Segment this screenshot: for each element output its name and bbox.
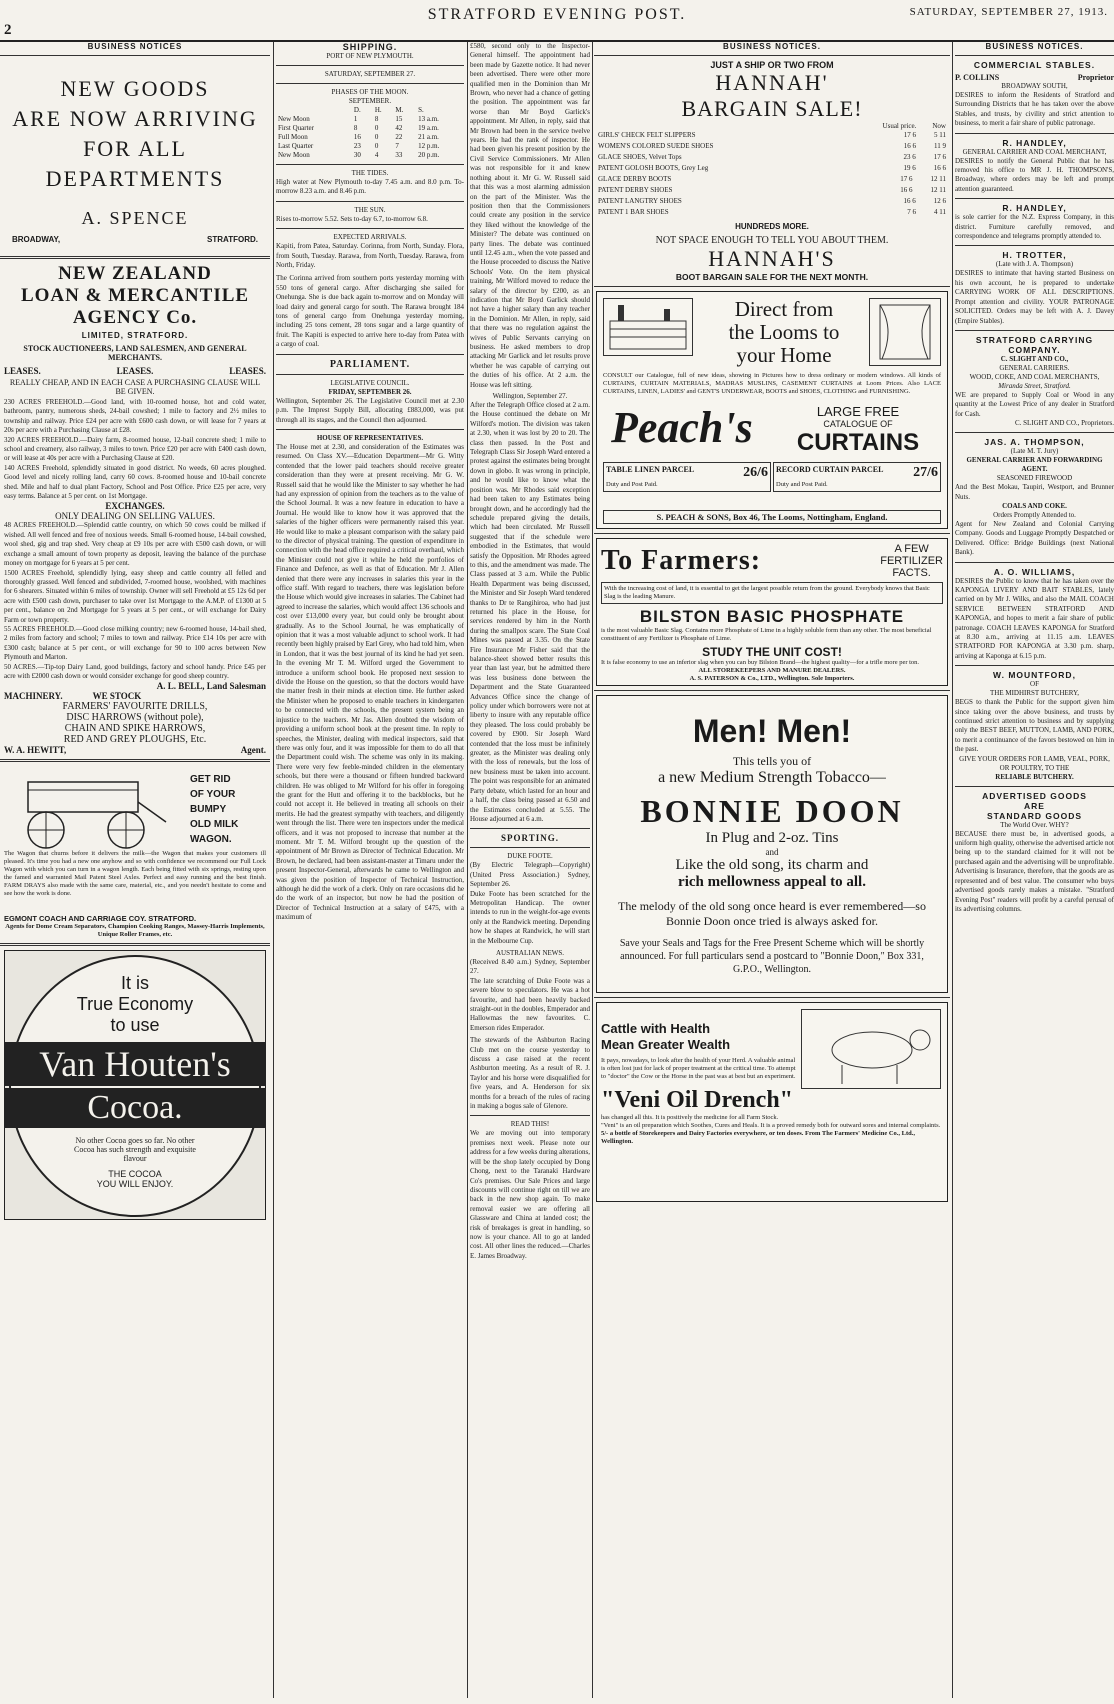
bonnie-doon-ad xyxy=(596,695,948,993)
hannah-name-2: HANNAH'S xyxy=(708,246,836,271)
cocoa-line: THE COCOA xyxy=(108,1169,162,1180)
column-3 xyxy=(470,42,590,1698)
handley-name-2: R. HANDLEY, xyxy=(1002,203,1067,214)
standard-goods: STANDARD GOODS xyxy=(986,810,1083,821)
wagon-headline: OLD MILK xyxy=(190,819,239,831)
thompson-name: JAS. A. THOMPSON, xyxy=(984,437,1085,448)
parliament-heading: PARLIAMENT. xyxy=(329,358,411,370)
spence-town: STRATFORD. xyxy=(207,235,258,244)
sun-heading: THE SUN. xyxy=(354,205,386,214)
direct-line: the Looms to xyxy=(728,320,840,344)
bell-signature: A. L. BELL, Land Salesman xyxy=(156,681,266,692)
spence-line2: ARE NOW ARRIVING xyxy=(12,106,258,131)
wagon-illustration xyxy=(8,772,168,850)
peach-ad xyxy=(596,291,948,529)
usual-price: 16 6 xyxy=(903,142,916,150)
collins-body: DESIRES to inform the Residents of Stratford and Surrounding Districts that he has taken over the above Stables, and trusts, by civility and strict attention to business, to merit a fair share of public patronage. xyxy=(955,91,1114,128)
wagon-ad xyxy=(0,766,270,914)
egmont-agents: Agents for Dome Cream Separators, Champion Cooking Ranges, Massey-Harris Implements, Unique Roller Frames, etc. xyxy=(5,923,265,939)
now-price: 4 11 xyxy=(934,208,946,216)
tides-text: High water at New Plymouth to-day 7.45 a.m. and 8.0 p.m. To-morrow 8.23 a.m. and 8.46 p.m. xyxy=(276,178,464,196)
orders-promptly: Orders Promptly Attended to. xyxy=(993,510,1076,519)
arrivals-heading: EXPECTED ARRIVALS. xyxy=(333,233,407,242)
hannah-name: HANNAH' xyxy=(715,70,829,95)
price-list-item xyxy=(598,141,946,152)
bilston-name: BILSTON BASIC PHOSPHATE xyxy=(639,607,905,626)
exchanges-heading: EXCHANGES. xyxy=(105,501,165,512)
now-price: 5 11 xyxy=(934,131,946,139)
cocoa-line: flavour xyxy=(123,1154,147,1164)
council-body: Wellington, September 26. The Legislative Council met at 2.30 p.m. The Imprest Supply Bill, allocating £883,000, was put through all its stages, and the Council then adjourned. xyxy=(276,396,464,424)
item-name: PATENT DERBY SHOES xyxy=(598,186,673,194)
usual-price: 17 6 xyxy=(900,175,913,183)
cocoa-brand: Cocoa. xyxy=(5,1088,265,1128)
shipping-date: SATURDAY, SEPTEMBER 27. xyxy=(324,70,416,78)
tells-line: This tells you of xyxy=(732,754,812,768)
section-header: BUSINESS NOTICES. xyxy=(985,42,1084,51)
new-tobacco: a new Medium Strength Tobacco— xyxy=(658,769,886,786)
col-head: S. xyxy=(418,106,424,114)
duke-foote-heading: DUKE FOOTE. xyxy=(507,852,553,861)
column-divider xyxy=(592,42,593,1698)
van-houten-brand: Van Houten's xyxy=(5,1042,265,1086)
van-houten-ad xyxy=(4,950,266,1220)
of-label: OF xyxy=(1030,680,1039,689)
advertised-goods: ADVERTISED GOODS xyxy=(982,790,1087,801)
handley-body: DESIRES to notify the General Public that he has removed his office to MR J. H. THOMPSON'S, Broadway, where orders may be left and prompt attention guaranteed. xyxy=(955,156,1114,193)
listing: 50 ACRES.—Tip-top Dairy Land, good buildings, factory and school handy. Price £45 per acre with £2000 cash down or would consider exchange for good sheep country. xyxy=(4,662,266,680)
men-headline: Men! Men! xyxy=(692,713,852,749)
wagon-headline: BUMPY xyxy=(190,804,227,816)
handley-trade: GENERAL CARRIER AND COAL MERCHANT, xyxy=(962,147,1107,156)
nzl-clause: REALLY CHEAP, AND IN EACH CASE A PURCHASING CLAUSE WILL BE GIVEN. xyxy=(9,378,261,396)
thompson-trade: GENERAL CARRIER AND FORWARDING AGENT. xyxy=(966,456,1103,474)
price-list-item xyxy=(598,185,946,196)
shipping-heading: SHIPPING. xyxy=(342,42,398,52)
rich-line: rich mellowness appeal to all. xyxy=(678,874,866,890)
now-price: 12 11 xyxy=(930,186,946,194)
spence-line1: NEW GOODS xyxy=(60,76,210,101)
handley-name: R. HANDLEY, xyxy=(1002,137,1067,148)
and-line: and xyxy=(765,847,779,857)
large-free: LARGE FREE xyxy=(816,404,900,419)
williams-name: A. O. WILLIAMS, xyxy=(993,566,1076,577)
world-over: The World Over. WHY? xyxy=(1000,820,1069,829)
spence-line3: FOR ALL DEPARTMENTS xyxy=(45,136,225,191)
month-label: SEPTEMBER. xyxy=(348,97,392,105)
read-this-body: We are moving out into temporary premises next week. Please note our address for a few weeks during alterations, will be the shop lately occupied by Dong Chong, next to the Taranaki Hardware Co's premises. Our Sale Prices and large discounts will continue right on till we are back in the new shop again. To make removal easier we are offering all Glassware and China at landed cost; the risk of breakages is great in handling, so now is your chance. All to go at landed cost. All other lines the reduced.—Charles E. James Broadway. xyxy=(470,1129,590,1260)
thompson-late: (Late M. T. Jury) xyxy=(1010,447,1059,456)
advertised-body: BECAUSE there must be, in advertised goods, a uniform high quality, otherwise the advertised article not being up to the standard claimed for it will not be purchased again and the advertising will be unprofitable. Advertising is Insurance, therefore, that the goods are as represented and of best value. The consumer who buys advertised goods rarely makes a mistake. "Stratford Evening Post" readers will profit by a careful perusal of its advertising columns. xyxy=(955,829,1114,913)
column-6 xyxy=(955,42,1114,1698)
telegraph-line: (By Electric Telegraph—Copyright) (United Press Association.) Sydney, September 26. xyxy=(470,861,590,889)
hannah-ship: JUST A SHIP OR TWO FROM xyxy=(710,60,834,70)
table-price: 26/6 xyxy=(743,465,768,480)
window-picture xyxy=(869,298,941,366)
veni-ad xyxy=(596,1002,948,1202)
miranda-street: Miranda Street, Stratford. xyxy=(998,381,1071,390)
column-divider xyxy=(952,42,953,1698)
now-price: 11 9 xyxy=(934,142,946,150)
duty-label: Duty and Post Paid. xyxy=(606,481,658,488)
wood-coal: WOOD, COKE, AND COAL MERCHANTS, xyxy=(969,372,1100,381)
leases-label: LEASES. xyxy=(116,366,154,376)
only-dealing: ONLY DEALING ON SELLING VALUES. xyxy=(55,511,215,522)
now-price: 12 11 xyxy=(930,175,946,183)
peach-brand: Peach's xyxy=(611,403,753,452)
aus-news-heading: AUSTRALIAN NEWS. xyxy=(495,948,565,957)
cocoa-line: No other Cocoa goes so far. No other xyxy=(75,1136,195,1146)
bilston-body: is the most valuable Basic Slag. Contains more Phosphate of Lime in a highly soluble form than any other. The most beneficial constituent of any Fertilizer is Phosphate of Lime. xyxy=(601,627,932,642)
nzl-sub2: STOCK AUCTIONEERS, LAND SALESMEN, AND GENERAL MERCHANTS. xyxy=(23,344,247,362)
item-name: GIRLS' CHECK FELT SLIPPERS xyxy=(598,131,696,139)
column-ads xyxy=(594,42,950,1698)
cattle-headline: Cattle with Health xyxy=(601,1021,711,1036)
bilston-ad xyxy=(596,538,948,686)
melody-text: The melody of the old song once heard is ever remembered—so Bonnie Doon once tried is always asked for. xyxy=(618,899,926,928)
council-date: FRIDAY, SEPTEMBER 26. xyxy=(328,387,412,396)
slight-body: WE are prepared to Supply Coal or Wood in any quantity at the Lowest Price of any dealer in Stratford for Cash. xyxy=(955,390,1114,418)
nzl-agency-ad xyxy=(0,263,270,755)
bonnie-doon-brand: BONNIE DOON xyxy=(640,793,904,829)
catalogue-of: CATALOGUE OF xyxy=(823,419,893,429)
hundreds-more: HUNDREDS MORE. xyxy=(735,222,809,231)
proprietor-label: Proprietor xyxy=(1077,73,1114,82)
listing: 48 ACRES FREEHOLD.—Splendid cattle country, on which 50 cows could be milked if wished. All well fenced and free of noxious weeds. Small 6-roomed house, 14-bail cowshed, wool shed, gig and trap shed. Very cheap at £9 10s per acre with £500 cash down, or will exchange a small amount of town property as deposit, leaving the balance of the purchase money on mortgage for 6 years at 5 per cent. xyxy=(4,521,266,568)
usual-price: 16 6 xyxy=(903,197,916,205)
williams-body: DESIRES the Public to know that he has taken over the KAPONGA LIVERY AND BAIT STABLES, lately carried on by Mr J. Wilks, and also the MAIL COACH SERVICE BETWEEN STRATFORD AND KAPONGA, and hopes to merit a fair share of public patronage. COACH LEAVES KAPONGA for Stratford at 8.30 a.m., arriving at 11.15 a.m. LEAVES STRATFORD FOR KAPONGA at 3.30 p.m. sharp, arriving at Kaponga at 6.15 p.m. xyxy=(955,576,1114,660)
usual-price: 17 6 xyxy=(903,131,916,139)
leases-label: LEASES. xyxy=(4,366,41,376)
wagon-body: The Wagon that churns before it delivers the milk—the Wagon that makes your customers ill pleased. It's time you had a new one anyhow and so with confidence we recommend our Full Lock Wagon with which you can turn in a wagon length. Each being fitted with six springs, resting upon the famed and warranted Mail Patent Steel Axles. Perfect and easy running and the best finish. FARM DRAYS also made with the same care, material, etc., and you needn't hesitate to come and see how the work is done. xyxy=(4,850,266,898)
sun-text: Rises to-morrow 5.52. Sets to-day 6.7, to-morrow 6.8. xyxy=(276,214,428,223)
few-label: A FEW xyxy=(894,543,929,555)
price-list-item xyxy=(598,174,946,185)
mountford-body: BEGS to thank the Public for the support given him since taking over the above business, and trusts by continued strict attention to business and by supplying only the BEST BEEF, MUTTON, LAMB, AND PORK, to merit a continuance of the favors bestowed on him in the past. xyxy=(955,698,1114,754)
trotter-body: DESIRES to intimate that having started Business on his own account, he is prepared to undertake CARRYING WORK OF ALL DESCRIPTIONS. Prompt attention and civility. YOUR PATRONAGE SOLICITED. Orders may be left with A. J. Davey (Empire Stables). xyxy=(955,269,1114,325)
cocoa-line: YOU WILL ENJOY. xyxy=(96,1179,174,1190)
cocoa-line: Cocoa has such strength and exquisite xyxy=(74,1145,196,1155)
agent-label: Agent. xyxy=(240,745,266,756)
table-row: New Moon 30 4 33 20 p.m. xyxy=(278,151,440,159)
price-list-item xyxy=(598,152,946,163)
item-name: PATENT LANGTRY SHOES xyxy=(598,197,682,205)
bilston-false: It is false economy to use an inferior slag when you can buy Bilston Brand—the highest quality—for a trifle more per ton. xyxy=(601,659,920,666)
butchery-name: THE MIDHIRST BUTCHERY, xyxy=(989,689,1079,698)
cocoa-line: It is xyxy=(120,973,149,994)
tides-heading: THE TIDES. xyxy=(351,169,389,177)
received-line: (Received 8.40 a.m.) Sydney, September 27. xyxy=(470,957,590,976)
hannah-ad xyxy=(594,60,950,282)
general-carriers: GENERAL CARRIERS. xyxy=(999,363,1070,372)
machinery-item: FARMERS' FAVOURITE DRILLS, xyxy=(62,701,208,713)
veni-has: has changed all this. It is positively the medicine for all Farm Stock. xyxy=(601,1114,779,1121)
nzl-sub: LIMITED, STRATFORD. xyxy=(81,331,189,340)
machinery-item: DISC HARROWS (without pole), xyxy=(66,712,204,724)
dateline: Wellington, September 27. xyxy=(492,392,568,401)
now-price: 17 6 xyxy=(933,153,946,161)
item-name: PATENT GOLOSH BOOTS, Grey Leg xyxy=(598,164,709,172)
facts-label: FACTS. xyxy=(892,567,931,579)
issue-date: SATURDAY, SEPTEMBER 27, 1913. xyxy=(909,6,1108,18)
listing: 55 ACRES FREEHOLD.—Good close milking country; new 6-roomed house, 14-bail shed, 2 miles from factory and school; 7 miles to town and railway. Price £14 10s per acre with £300 cash; balance at 5 per cent., or will exchange for 90 to 100 acres between New Plymouth and Marton. xyxy=(4,624,266,662)
factory-picture xyxy=(603,298,693,356)
listing: 230 ACRES FREEHOLD.—Good land, with 10-roomed house, hot and cold water, bathroom, pantry, numerous sheds, 24-bail cowshed; 1 mile to factory and 2½ miles to township and railway. Price £24 per acre with £600 cash down, or will lease for 7 years at 20s per acre with a Purchasing Clause at £28. xyxy=(4,398,266,435)
usual-price: 23 6 xyxy=(903,153,916,161)
item-name: GLACE SHOES, Velvet Tops xyxy=(598,153,682,161)
coals-coke: COALS AND COKE. xyxy=(1002,501,1067,510)
usual-price: 19 6 xyxy=(903,164,916,172)
cocoa-line: True Economy xyxy=(76,994,194,1015)
item-name: GLACE DERBY BOOTS xyxy=(598,175,672,183)
port-label: PORT OF NEW PLYMOUTH. xyxy=(326,52,414,60)
wagon-headline: GET RID xyxy=(190,774,231,786)
price-list-item xyxy=(598,207,946,218)
commercial-stables: COMMERCIAL STABLES. xyxy=(973,60,1096,70)
moon-heading: PHASES OF THE MOON. xyxy=(331,88,409,96)
bilston-intro: With the increasing cost of land, it is essential to get the largest possible return from the ground. Everybody knows that Basic Slag is the leading Manure. xyxy=(601,582,943,604)
veni-brand: "Veni Oil Drench" xyxy=(601,1087,793,1113)
arrivals-text: Kapiti, from Patea, Saturday. Corinna, from North, Sunday. Flora, from South, Tuesday. Rarawa, from North, Tuesday. Rarawa, from North, Friday. xyxy=(276,242,464,270)
col-head: D. xyxy=(353,106,361,114)
table-row: First Quarter 8 0 42 19 a.m. xyxy=(278,124,439,132)
item-name: WOMEN'S COLORED SUEDE SHOES xyxy=(598,142,714,150)
now-price: 16 6 xyxy=(933,164,946,172)
column-divider xyxy=(273,42,274,1698)
listing: 140 ACRES Freehold, splendidly situated in good district. No weeds, 60 acres ploughed. Good level and nicely rolling land, carry 60 cows. 8-roomed house and 10-bail concrete shed. Mile and half to dual plant Factory, School and Post Office. Price £25 per acre, very easy terms. Balance at 5 per cent. on 1st Mortgage. xyxy=(4,463,266,501)
record-curtain: RECORD CURTAIN PARCEL xyxy=(776,465,884,474)
house-body: The House met at 2.30, and consideration of the Estimates was resumed. On Class XV.—Education Department—Mr G. Witty contended that the lower paid teachers should receive greater consideration than they were at present receiving. Mr G. W. Russell said that he would like the Minister to say whether he had had any expression of opinion from the teachers as to the value of the School Journal. It was a new feature in education to have a Journal. He would like to know how it was approved that the salaries of the higher officers were permanently raised this year. He would like to make a pleasant comparison with the salary paid to the director of physical training. The question of expenditure in connection with the head office required a critical overhaul, which the Minister could not give it while he held the portfolios of Finance and Defence, as well as that of Education. Mr J. Allen denied that there were any increases in salaries this year in the office staff. With regard to teachers, there was legislation before the House which would give increases in salaries. The Cabinet had agreed to increase the salaries, which would affect 136 schools and cost over £13,000 every year, but could only be brought about gradually. As to the School Journal, he was emphatically of opinion that it was a most valuable adjunct to school work. It had recently been highly praised by Earl Grey, who had told him, when in London, that it was the best journal of its kind he had yet seen. In the evening Mr T. M. Wilford urged the Government to introduce a uniform school book. He proposed next session to divide the House on the question, so that the doctors would have the matter fresh in their minds at election time. He further asked the Minister when he proposed to enable teachers in kindergarten to be connected with the schools, the present system being an injustice to the teachers. Mr Jas. Allen doubted the wisdom of providing a uniform school book at the present time. In reply to speeches, the Minister, dealing with medical inspectors, said that there was only four, and it was impossible for them to do all that the Department could wish. The scheme was only in its making. There were very few feeble-minded children in the elementary schools, but there were a thousand or fifteen hundred backward children. He was obliged to Mr Wilford for his offer in foregoing the grant for the Hutt and offering it to the backblocks, but he could not accept it. He believed in treating all schools on their merits. He had the greatest sympathy with teachers, and diligently went through the list. There were ten inspectors under the medical officers, and it was not proposed to increase that number at the moment. Mr T. M. Wilford brought up the question of the appointment of Mr Brown as Director of Technical Education. Mr Brown, he declared, had been assistant-master at Timaru under the present Inspector-General, afterwards he came to Wellington and was given the position of Inspector of Technical Instruction, although he did the work of a clerk. Only on rare occasions did he do the work of an inspector, but now he had the position of Director of Technical Instruction at a salary of £475, with a maximum of xyxy=(276,442,464,922)
table-row: New Moon 1 8 15 13 a.m. xyxy=(278,115,439,123)
wagon-headline: OF YOUR xyxy=(190,789,236,801)
save-seals-text: Save your Seals and Tags for the Free Present Scheme which will be shortly announced. For full particulars send a postcard to "Bonnie Doon," Box 331, G.P.O., Wellington. xyxy=(619,938,925,975)
price-list-item xyxy=(598,130,946,141)
bilston-agents: A. S. PATERSON & Co., LTD., Wellington. Sole Importers. xyxy=(689,675,855,682)
reliable-butchery: RELIABLE BUTCHERY. xyxy=(995,772,1074,781)
cocoa-line: to use xyxy=(110,1015,160,1036)
hewitt-name: W. A. HEWITT, xyxy=(4,745,67,756)
now-label: Now xyxy=(932,122,946,130)
spence-name: A. SPENCE xyxy=(81,208,189,228)
spence-address: BROADWAY, xyxy=(12,235,61,244)
cow-picture xyxy=(801,1009,941,1089)
column-1 xyxy=(0,42,270,1698)
no-space: NOT SPACE ENOUGH TO TELL YOU ABOUT THEM. xyxy=(655,235,889,246)
duke-foote-body: Duke Foote has been scratched for the Metropolitan Handicap. The owner intends to run in the weight-for-age events only at the Randwick meeting. Depending how he shapes at Randwick, he will start in the Melbourne Cup. xyxy=(470,889,590,945)
table-row: Full Moon 16 0 22 21 a.m. xyxy=(278,133,439,141)
thompson-agent: Agent for New Zealand and Colonial Carrying Company. Goods and Luggage Promptly Despatched or Delivered. Office: Bridge Buildings (next National Bank). xyxy=(955,519,1114,557)
house-body-continued: £580, second only to the Inspector-General himself. The appointment had been made by Gazette notice. It had never been advertised. There were other more qualified men in the Dominion than Mr Brown, who never had a chance of getting the position. The appointment was far worse than Mr Boyd Garlick's appointment. Mr Allen, in reply, said that Mr Brown had been in the service twelve years. He had the rank of inspector. He had been given his present position by the Civil Service Commissioners. Mr Allen was not responsible for it and knew nothing about it. Mr G. W. Russell said that this was a most alarming admission on the part of the Minister. Was the position then that the Commissioners could create any position in the service they liked without the knowledge of the Minister? The debate was continued on party lines. The debate was continued until 12.45 a.m., when the vote passed and the House proceeded to discuss the Native Schools' Vote. On the item physical training, Mr Wilford moved to reduce the salary of the director by £200, as an indication that Mr Boyd Garlick should not have a higher salary than any teacher in the Dominion. Mr Allen, in reply, said that there was no regulation against the wives of Public Servants carrying on business. He asked members to drop attacking Mr Garlick and let results prove whether he was capable of carrying out the duties of his office. At 2 a.m. the House was left sitting. xyxy=(470,42,590,389)
duty-label: Duty and Post Paid. xyxy=(776,481,828,488)
nzl-title2: LOAN & MERCANTILE xyxy=(20,285,250,306)
house-body-continued: After the Telegraph Office closed at 2 a.m. the House continued the debate on Mr Wilford's motion. The division was taken at 2.30, when it was lost by 20 to 20. The class then passed. In the Post and Telegraph Class Sir Joseph Ward entered a protest against the estimates being brought down in globo. It was wrong in principle, and he would like to know what the position was. Mr Rhodes said exception had been taken to any Estimates being brought down, and he accordingly had the schedule prepared giving the details, which had been circulated. Mr Russell suggested that if the schedule were embodied in the Estimates, that would satisfy the Opposition. Mr Rhodes agreed to this, and the amendment was made. The Class passed at 3 a.m. While the Public Health Department was being discussed, the Minister and Sir Joseph Ward tendered thanks to Dr te Rangihiroa, who had just returned his place in the House, for services rendered by him in the North during the smallpox scare. The State Coal Mines was passed at 3.35. On the State Fire Insurance Mr Fisher said that the balance-sheet showed better results this year than last year, but he admitted there was less business done between the Department and the State Guaranteed Advances Office since the change of policy under which borrowers were not at liberty to insure with any reputable office they pleased. The loss could probably be covered by £900. Sir Joseph Ward contended that the loss must be infinitely greater, as the Minister was dealing only with the loss of renewals, but the loss of new business must be taken into account. The point was responsible for an animated Party debate, which lasted for an hour and a half, the class being passed at 6.50 and the Estimates concluded at 5.55. The House adjourned at 6 a.m. xyxy=(470,401,590,823)
hannah-sale: BARGAIN SALE! xyxy=(681,96,863,121)
carrying-company: STRATFORD CARRYING COMPANY. xyxy=(975,334,1094,355)
collins-name: P. COLLINS xyxy=(955,73,1000,82)
veni-pays: It pays, nowadays, to look after the health of your Herd. A valuable animal is often lost just for lack of proper treatment at the critical time. To attempt to "doctor" the Cow or the Horse in the past was at best but an experiment. xyxy=(601,1057,796,1080)
slight-name: C. SLIGHT AND CO., xyxy=(1000,354,1069,363)
fertilizer-label: FERTILIZER xyxy=(880,555,943,567)
egmont-firm: EGMONT COACH AND CARRIAGE COY. STRATFORD. xyxy=(4,914,197,924)
paper-title: STRATFORD EVENING POST. xyxy=(427,6,687,23)
read-this-heading: READ THIS! xyxy=(510,1120,550,1129)
slight-signature: C. SLIGHT AND CO., Proprietors. xyxy=(1014,419,1114,428)
column-divider xyxy=(467,42,468,1698)
give-orders: GIVE YOUR ORDERS FOR LAMB, VEAL, PORK, OR POULTRY, TO THE xyxy=(959,754,1110,772)
ashburton-body: The stewards of the Ashburton Racing Club met on the course yesterday to discuss a case raised at the recent Ashburton meeting. As a result of R. J. Taylor and his horse were disqualified for five years, and A. Henderson for six months for a breach of the rules of racing in making a bogus sale of Glenore. xyxy=(470,1036,590,1111)
record-price: 27/6 xyxy=(913,465,938,480)
machinery-item: CHAIN AND SPIKE HARROWS, xyxy=(64,723,206,735)
study-unit-cost: STUDY THE UNIT COST! xyxy=(702,645,842,659)
price-list-item xyxy=(598,196,946,207)
to-farmers: To Farmers: xyxy=(601,545,762,576)
aus-news-body: The late scratching of Duke Foote was a severe blow to speculators. He was a hot favourite, and had been heavily backed straight-out in the doubles, Emperador and Hallowmas the new favourites. C. Emerson rides Emperador. xyxy=(470,976,590,1032)
mean-headline: Mean Greater Wealth xyxy=(601,1037,731,1052)
sporting-heading: SPORTING. xyxy=(501,833,559,844)
usual-price-label: Usual price. xyxy=(882,122,917,130)
shipping-body: The Corinna arrived from southern ports yesterday morning with 550 tons of general cargo. After discharging she sailed for Onehunga. She is due back again to-morrow and on Monday will load dairy and general cargo for south. The Rarawa brought 184 tons of general cargo from Onehunga yesterday morning, including 25 tons cement, 28 tons sugar and a large quantity of fruit. The Kapiti is expected to arrive here to-day from Patea with a cargo of coal. xyxy=(276,274,464,349)
seasoned-firewood: SEASONED FIREWOOD xyxy=(996,474,1073,483)
section-header: BUSINESS NOTICES xyxy=(87,42,183,51)
usual-price: 16 6 xyxy=(900,186,913,194)
wagon-headline: WAGON. xyxy=(190,834,232,846)
plug-line: In Plug and 2-oz. Tins xyxy=(705,830,839,846)
listing: 320 ACRES FREEHOLD.—Dairy farm, 8-roomed house, 12-bail concrete shed; 1 mile to school and creamery, also railway, 3 miles to town. Price £20 per acre with £400 cash down, or will lease at 40s per acre with a Purchasing Clause at £20. xyxy=(4,435,266,463)
section-header: BUSINESS NOTICES. xyxy=(723,42,821,51)
council-heading: LEGISLATIVE COUNCIL. xyxy=(330,378,410,387)
broadway-south: BROADWAY SOUTH, xyxy=(1001,82,1068,90)
item-name: PATENT 1 BAR SHOES xyxy=(598,208,669,216)
table-linen: TABLE LINEN PARCEL xyxy=(606,465,695,474)
trotter-late: (Late with J. A. Thompson) xyxy=(995,260,1074,269)
house-heading: HOUSE OF REPRESENTATIVES. xyxy=(316,433,424,442)
page-number: 2 xyxy=(4,22,12,38)
bilston-stores: ALL STOREKEEPERS AND MANURE DEALERS. xyxy=(698,667,846,674)
mountford-name: W. MOUNTFORD, xyxy=(993,670,1076,681)
leases-label: LEASES. xyxy=(229,366,266,376)
nzl-title3: AGENCY Co. xyxy=(72,307,198,328)
spence-ad xyxy=(0,74,270,252)
usual-price: 7 6 xyxy=(907,208,916,216)
now-price: 12 6 xyxy=(933,197,946,205)
direct-line: Direct from xyxy=(734,297,834,321)
direct-line: your Home xyxy=(736,343,832,367)
thompson-body: And the Best Mokau, Taupiri, Westport, and Brunner Nuts. xyxy=(955,483,1114,501)
veni-price: 5/- a bottle of Storekeepers and Dairy Factories everywhere, or ten doses. From The Farmers' Medicine Co., Ltd., Wellington. xyxy=(601,1130,916,1145)
trotter-name: H. TROTTER, xyxy=(1002,250,1067,261)
machinery-item: RED AND GREY PLOUGHS, Etc. xyxy=(63,734,207,746)
listing: 1500 ACRES Freehold, splendidly lying, easy sheep and cattle country all felled and thoroughly grassed. Well fenced and subdivided, 7-roomed house, woolshed, with machines for 6 shearers. Situated within 6 miles of township. Owner will sell Freehold at £5 12s 6d per acre with £500 cash down, purchaser to take over 1st Mortgage to the A.M.P. of £1300 at 5 per cent., balance on 2nd Mortgage for 5 years at 5 per cent., or will exchange for Dairy Farm or town property. xyxy=(4,568,266,624)
curtains-label: CURTAINS xyxy=(796,429,920,456)
like-line: Like the old song, its charm and xyxy=(675,857,869,873)
price-list-item xyxy=(598,163,946,174)
veni-body: "Veni" is an oil preparation which Soothes, Cures and Heals. It is a proved remedy both for outward sores and internal complaints. xyxy=(601,1122,941,1129)
col-head: M. xyxy=(395,106,404,114)
nzl-title1: NEW ZEALAND xyxy=(58,263,212,284)
are-label: ARE xyxy=(1024,800,1045,811)
column-2 xyxy=(276,42,464,1698)
hannah-price-list xyxy=(598,130,946,218)
boot-sale: BOOT BARGAIN SALE FOR THE NEXT MONTH. xyxy=(675,272,869,282)
col-head: H. xyxy=(374,106,382,114)
table-row: Last Quarter 23 0 7 12 p.m. xyxy=(278,142,440,150)
peach-firm: S. PEACH & SONS, Box 46, The Looms, Nottingham, England. xyxy=(603,510,941,524)
masthead xyxy=(0,0,1114,40)
peach-consult: CONSULT our Catalogue, full of new ideas, showing in Pictures how to dress ordinary or modern windows. All kinds of CURTAINS, CURTAIN MATERIALS, MADRAS MUSLINS, CASEMENT CURTAINS at Loom Prices. Also LACE CURTAINS, LINEN, LADIES' and GENT'S UNDERWEAR, BOOTS and SHOES, CLOTHING and FURNISHING. xyxy=(603,372,941,395)
moon-table xyxy=(276,106,464,160)
machinery-label: MACHINERY. xyxy=(4,691,63,702)
handley-body-2: is sole carrier for the N.Z. Express Company, in this district. Furniture carefully removed, and correspondence and telegrams promptly attended to. xyxy=(955,213,1114,241)
we-stock-label: WE STOCK xyxy=(92,691,142,702)
